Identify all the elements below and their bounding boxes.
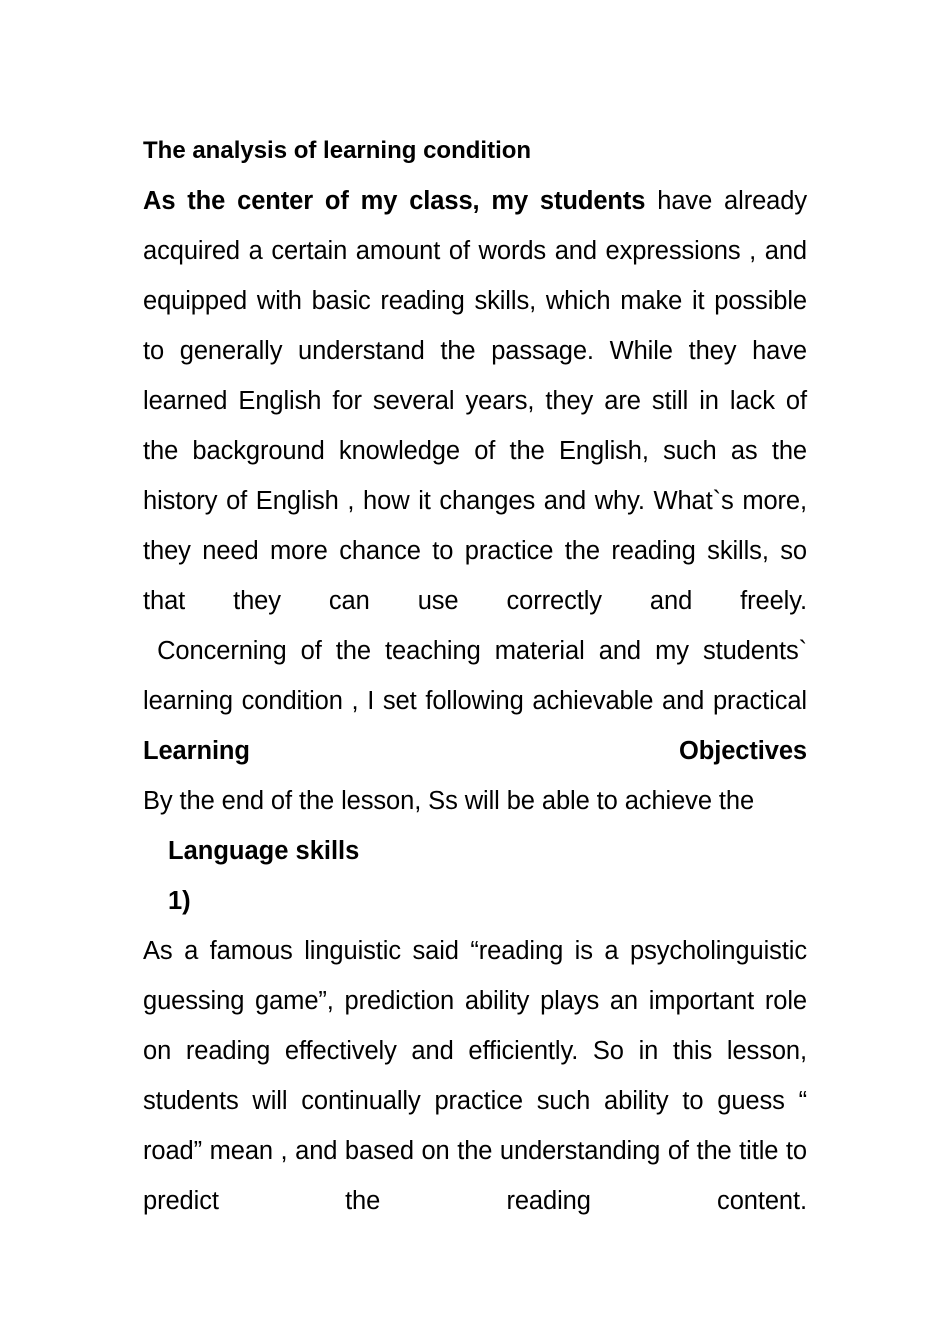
paragraph-learning-condition [143, 176, 807, 626]
page-title: The analysis of learning condition [143, 137, 532, 164]
paragraph-lesson-outcome: By the end of the lesson, Ss will be able to achieve the [143, 787, 755, 815]
paragraph-intro-text: Concerning of the teaching material and my students` learning condition , I set following achievable and practical [143, 637, 814, 715]
paragraph-body-text: have already acquired a certain amount of words and expressions , and equipped with basic reading skills, which make it possible to generally understand the passage. While they have learned English for several years, they are still in lack of the background knowledge of the English, such as the history of English , how it changes and why. What`s more, they need more chance to practice the reading skills, so that they can use correctly and freely. [143, 187, 807, 615]
list-item-number-1: 1) [168, 887, 191, 915]
paragraph-learning-objectives-intro [143, 626, 814, 776]
paragraph-prediction-ability: As a famous linguistic said “reading is a psycholinguistic guessing game”, prediction ability plays an important role on reading effectively and efficiently. So in this lesson, students will continually practice such ability to guess “ road” mean , and based on the understanding of the title to predict the reading content. [143, 937, 807, 1215]
learning-objectives-label: Learning Objectives [143, 737, 807, 765]
paragraph-bold-lead: As the center of my class, my students [143, 187, 646, 215]
document-body [143, 126, 814, 1226]
heading-language-skills: Language skills [168, 837, 360, 865]
